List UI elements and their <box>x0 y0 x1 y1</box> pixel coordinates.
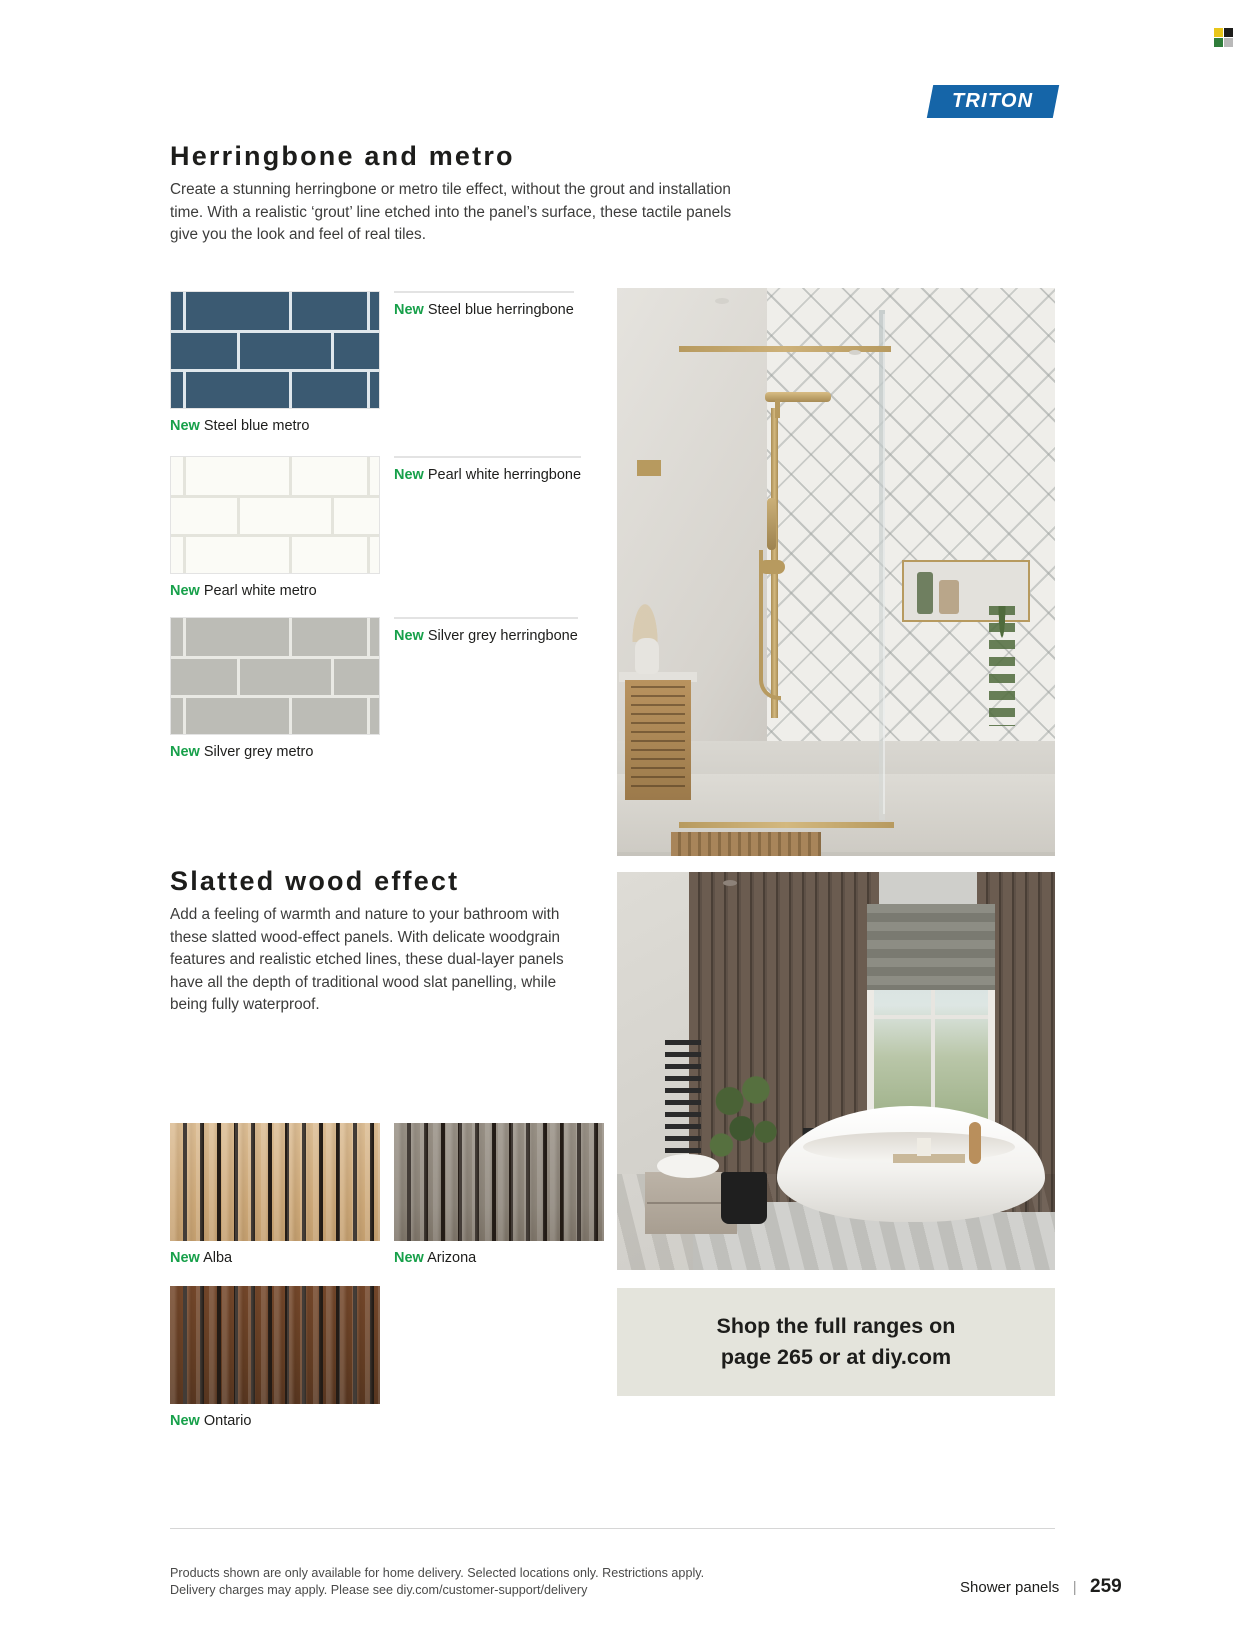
new-badge: New <box>170 1250 200 1266</box>
swatch-label <box>170 583 380 599</box>
promo-text <box>717 1311 956 1373</box>
swatch-label <box>170 1413 380 1429</box>
swatch-label <box>394 467 581 483</box>
wood-swatch-ontario <box>170 1286 380 1404</box>
footer-separator: | <box>1072 1579 1077 1596</box>
section-heading-herringbone: Herringbone and metro <box>170 141 515 171</box>
swatch-name: Steel blue metro <box>203 418 310 434</box>
swatch-label <box>170 418 380 434</box>
section-body-slatted: Add a feeling of warmth and nature to your bathroom with these slatted wood-effect panels. With delicate woodgrain features and realistic etched lines, these dual-layer panels have all the depth of traditional wood slat panelling, while being fully waterproof. <box>170 906 564 1013</box>
tile-swatch-steel-blue-metro <box>170 291 380 409</box>
swatch-name: Pearl white metro <box>203 583 317 599</box>
footer-page-info <box>960 1576 1122 1598</box>
tile-swatch-silver-grey-metro <box>170 617 380 735</box>
new-badge: New <box>170 418 200 434</box>
swatch-name: Ontario <box>203 1413 252 1429</box>
swatch-label <box>394 628 578 644</box>
tile-swatch-silver-grey-herringbone <box>394 617 578 619</box>
triton-logo <box>927 85 1059 118</box>
footer-page-number: 259 <box>1090 1576 1122 1597</box>
disclaimer-line-1: Products shown are only available for home delivery. Selected locations only. Restrictions apply. <box>170 1566 705 1580</box>
swatch-label <box>394 302 574 318</box>
shower-room-photo <box>617 288 1055 856</box>
swatch-name: Arizona <box>427 1250 477 1266</box>
swatch-card[interactable] <box>170 291 380 434</box>
footer-section-label: Shower panels <box>960 1579 1060 1596</box>
swatch-card[interactable] <box>394 291 574 318</box>
wood-swatch-alba <box>170 1123 380 1241</box>
promo-banner[interactable] <box>617 1288 1055 1396</box>
swatch-label <box>170 1250 380 1266</box>
swatch-name: Alba <box>203 1250 233 1266</box>
new-badge: New <box>170 1413 200 1429</box>
section-heading-slatted: Slatted wood effect <box>170 866 460 896</box>
new-badge: New <box>394 467 424 483</box>
tile-swatch-steel-blue-herringbone <box>394 291 574 293</box>
new-badge: New <box>394 1250 424 1266</box>
new-badge: New <box>170 583 200 599</box>
swatch-name: Steel blue herringbone <box>427 302 574 318</box>
new-badge: New <box>394 628 424 644</box>
swatch-card[interactable] <box>170 456 380 599</box>
footer-disclaimer <box>170 1565 704 1599</box>
towel-radiator <box>665 1040 701 1172</box>
swatch-card[interactable] <box>394 617 578 644</box>
swatch-card[interactable] <box>170 1286 380 1429</box>
registration-marks-icon <box>1214 28 1236 50</box>
swatch-card[interactable] <box>394 456 581 483</box>
section-body-herringbone: Create a stunning herringbone or metro tile effect, without the grout and installation time. With a realistic ‘grout’ line etched into the panel’s surface, these tactile panels give you the look and feel of real tiles. <box>170 181 732 243</box>
swatch-card[interactable] <box>394 1123 604 1266</box>
new-badge: New <box>170 744 200 760</box>
swatch-name: Silver grey metro <box>203 744 314 760</box>
swatch-name: Pearl white herringbone <box>427 467 582 483</box>
bathroom-bath-photo <box>617 872 1055 1270</box>
tile-swatch-pearl-white-metro <box>170 456 380 574</box>
swatch-card[interactable] <box>170 1123 380 1266</box>
swatch-label <box>394 1250 604 1266</box>
wood-swatch-arizona <box>394 1123 604 1241</box>
disclaimer-line-2: Delivery charges may apply. Please see diy.com/customer-support/delivery <box>170 1583 588 1597</box>
promo-line-2: page 265 or at diy.com <box>720 1345 952 1369</box>
swatch-card[interactable] <box>170 617 380 760</box>
swatch-label <box>170 744 380 760</box>
promo-line-1: Shop the full ranges on <box>716 1314 956 1338</box>
footer-divider <box>170 1528 1055 1529</box>
swatch-name: Silver grey herringbone <box>427 628 578 644</box>
new-badge: New <box>394 302 424 318</box>
tile-swatch-pearl-white-herringbone <box>394 456 581 458</box>
triton-logo-text: TRITON <box>952 90 1034 112</box>
